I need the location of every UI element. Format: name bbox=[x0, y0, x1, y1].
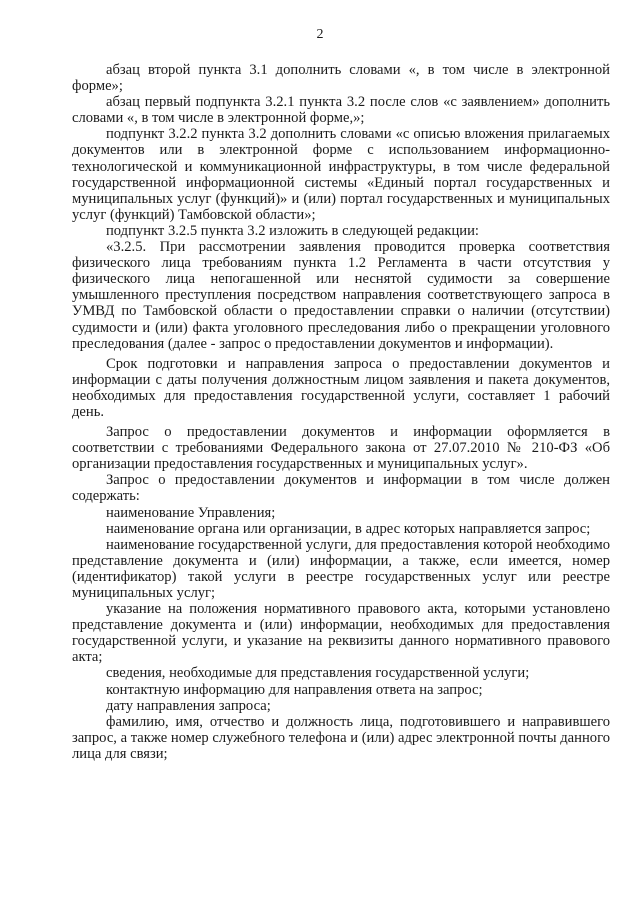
list-item: наименование государственной услуги, для предоставления которой необходимо представление документа и (или) информации, а также, если имеется, номер (идентификатор) такой услуги в реестре государственных услуг или реестре муниципальных услуг; bbox=[72, 536, 610, 601]
list-item: указание на положения нормативного правового акта, которыми установлено представление документа и (или) информации, необходимых для предоставления государственной услуги, и указание на реквизиты данного нормативного правового акта; bbox=[72, 601, 610, 666]
paragraph-3-2-2-amendment: подпункт 3.2.2 пункта 3.2 дополнить словами «с описью вложения прилагаемых документов или в электронной форме с использованием информационно-технологической и коммуникационной инфраструктуры, в том числе федеральной государственной информационной системы «Единый портал государственных и муниципальных услуг (функций)» и (или) портал государственных и муниципальных услуг (функций) Тамбовской области»; bbox=[72, 126, 610, 223]
list-item: контактную информацию для направления ответа на запрос; bbox=[106, 681, 483, 698]
list-item: наименование Управления; bbox=[106, 504, 276, 521]
paragraph-request-form: Запрос о предоставлении документов и информации оформляется в соответствии с требованиями Федерального закона от 27.07.2010 № 210-ФЗ «Об организации предоставления государственных и муниципальных услуг». bbox=[72, 424, 610, 473]
page-number: 2 bbox=[316, 27, 324, 42]
list-item: наименование органа или организации, в адрес которых направляется запрос; bbox=[106, 520, 591, 537]
document-body bbox=[72, 62, 610, 762]
paragraph-request-deadline: Срок подготовки и направления запроса о предоставлении документов и информации с даты получения должностным лицом заявления и пакета документов, необходимых для предоставления государственной услуги, составляет 1 рабочий день. bbox=[72, 355, 610, 420]
paragraph-3-1-amendment: абзац второй пункта 3.1 дополнить словами «, в том числе в электронной форме»; bbox=[72, 62, 610, 95]
paragraph-request-contents: Запрос о предоставлении документов и информации в том числе должен содержать: bbox=[72, 472, 610, 505]
paragraph-3-2-1-amendment: абзац первый подпункта 3.2.1 пункта 3.2 после слов «с заявлением» дополнить словами «, в том числе в электронной форме,»; bbox=[72, 94, 610, 127]
list-item: дату направления запроса; bbox=[106, 697, 271, 714]
paragraph-3-2-5-text: «3.2.5. При рассмотрении заявления проводится проверка соответствия физического лица требованиям пункта 1.2 Регламента в части отсутствия у физического лица непогашенной или неснятой судимости за совершение умышленного преступления посредством направления соответствующего запроса в УМВД по Тамбовской области о предоставлении справки о наличии (отсутствии) судимости и (или) факта уголовного преследования либо о прекращении уголовного преследования (далее - запрос о предоставлении документов и информации). bbox=[72, 239, 610, 352]
paragraph-3-2-5-intro: подпункт 3.2.5 пункта 3.2 изложить в следующей редакции: bbox=[106, 222, 479, 239]
list-item: фамилию, имя, отчество и должность лица, подготовившего и направившего запрос, а также номер служебного телефона и (или) адрес электронной почты данного лица для связи; bbox=[72, 713, 610, 762]
list-item: сведения, необходимые для представления государственной услуги; bbox=[106, 665, 530, 682]
